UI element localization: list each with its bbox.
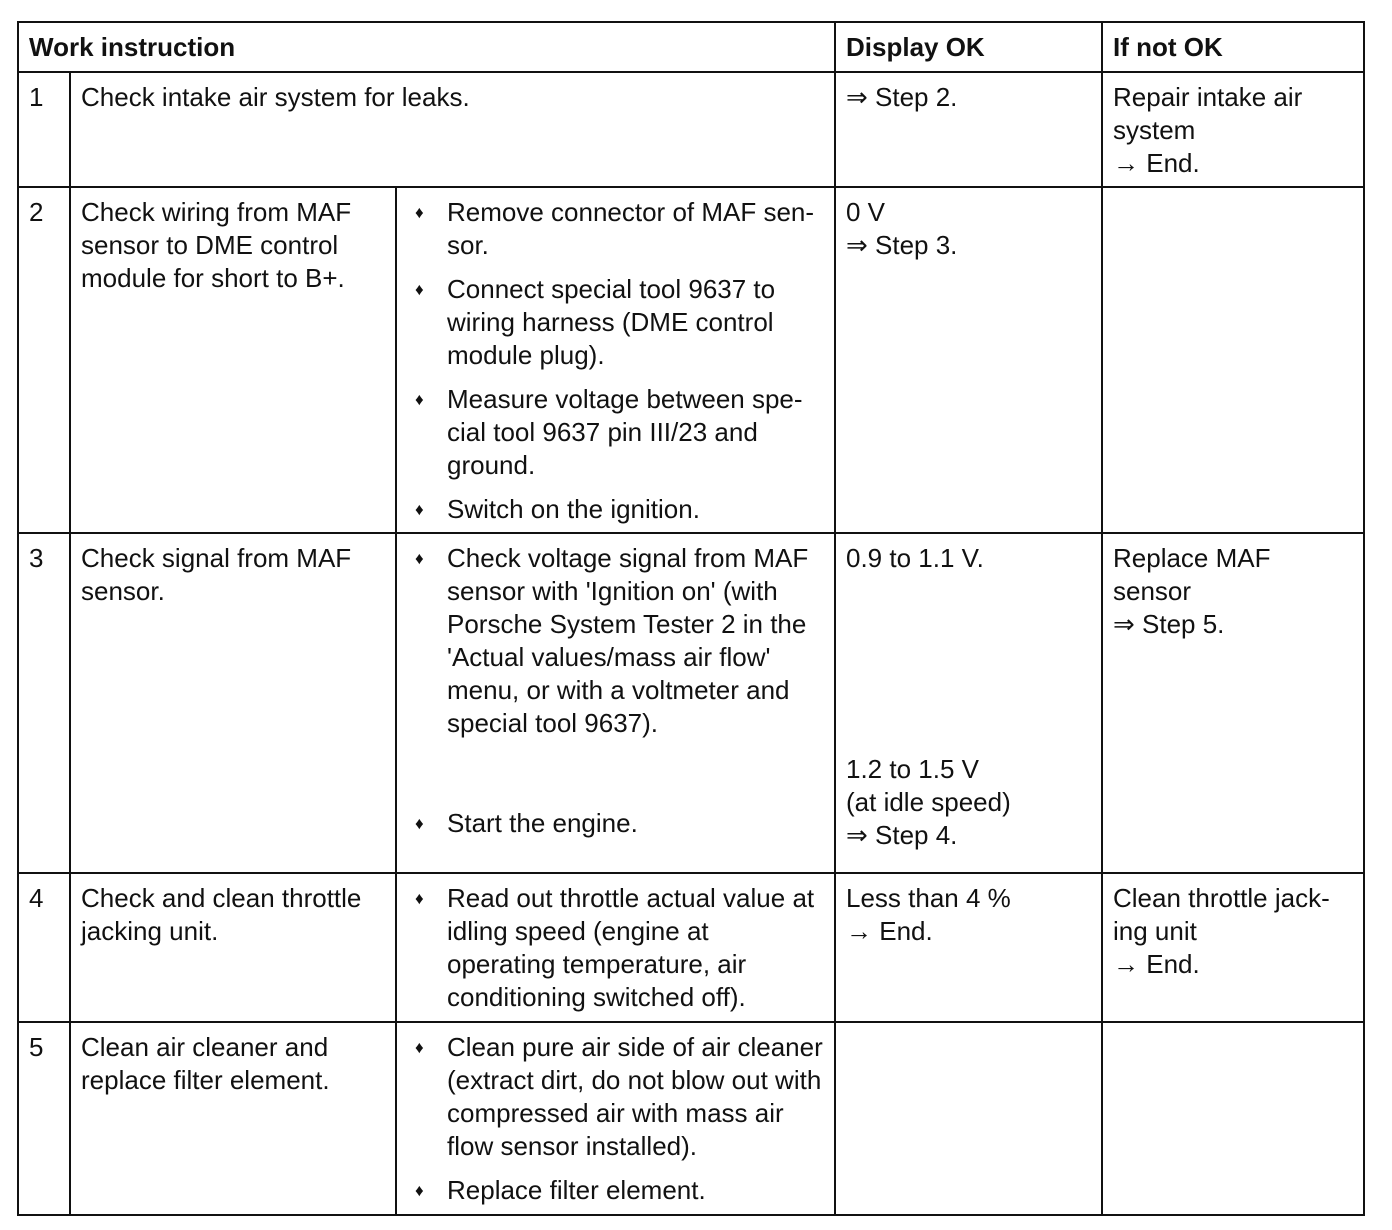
display-ok-cell	[835, 187, 1102, 533]
table-row	[18, 72, 1364, 187]
diamond-bullet-icon: ♦	[415, 390, 424, 409]
procedure-cell	[396, 533, 835, 873]
procedure-step-text: Start the engine.	[447, 808, 638, 838]
procedure-step-text: Replace filter element.	[447, 1175, 706, 1205]
cell-line: ⇒ Step 2.	[846, 82, 958, 112]
step-number: 4	[18, 873, 70, 1022]
procedure-step-text: Clean pure air side of air cleaner (extract dirt, do not blow out with compressed air with mass air flow sensor installed).	[447, 1032, 823, 1161]
display-ok-cell	[835, 72, 1102, 187]
display-ok-cell	[835, 1022, 1102, 1215]
header-work-instruction: Work instruction	[18, 22, 835, 72]
procedure-step	[407, 542, 824, 740]
cell-line: 0.9 to 1.1 V.	[846, 543, 984, 573]
procedure-step-text: Check voltage signal from MAF sensor with 'Ignition on' (with Porsche System Tester 2 in the 'Actual values/mass air flow' menu, or with a voltmeter and special tool 9637).	[447, 543, 809, 738]
step-number: 5	[18, 1022, 70, 1215]
cell-line: 1.2 to 1.5 V	[846, 754, 979, 784]
procedure-step	[407, 383, 824, 482]
procedure-step-text: Switch on the ignition.	[447, 494, 700, 524]
diamond-bullet-icon: ♦	[415, 1181, 424, 1200]
display-ok-value	[846, 542, 1091, 575]
procedure-list	[407, 1031, 824, 1207]
if-not-ok-cell	[1102, 873, 1364, 1022]
cell-line: → End.	[1113, 148, 1200, 178]
cell-line: Less than 4 %	[846, 883, 1011, 913]
procedure-step-text: Measure voltage between special tool 9637 pin III/23 and ground.	[447, 384, 803, 480]
work-instruction-table	[17, 21, 1365, 1216]
cell-line: (at idle speed)	[846, 787, 1011, 817]
cell-line: system	[1113, 115, 1196, 145]
diamond-bullet-icon: ♦	[415, 814, 424, 833]
diamond-bullet-icon: ♦	[415, 1038, 424, 1057]
table-row	[18, 187, 1364, 533]
display-ok-cell	[835, 873, 1102, 1022]
cell-line: → End.	[846, 916, 933, 946]
procedure-step-text: Read out throttle actual value at idling speed (engine at operating temperature, air conditioning switched off).	[447, 883, 815, 1012]
instruction-text: Clean air cleaner and replace filter element.	[70, 1022, 396, 1215]
header-display-ok: Display OK	[835, 22, 1102, 72]
procedure-step	[407, 807, 824, 840]
diamond-bullet-icon: ♦	[415, 889, 424, 908]
cell-line: → End.	[1113, 949, 1200, 979]
display-ok-value-idle	[846, 753, 1091, 852]
cell-line: ⇒ Step 3.	[846, 230, 958, 260]
procedure-list	[407, 882, 824, 1014]
cell-line: Replace MAF sensor	[1113, 543, 1271, 606]
cell-line: Repair intake air	[1113, 82, 1303, 112]
table-row	[18, 1022, 1364, 1215]
procedure-step-text: Connect special tool 9637 to wiring harness (DME control module plug).	[447, 274, 776, 370]
procedure-step	[407, 1174, 824, 1207]
diamond-bullet-icon: ♦	[415, 280, 424, 299]
procedure-cell	[396, 187, 835, 533]
if-not-ok-cell	[1102, 1022, 1364, 1215]
cell-line: 0 V	[846, 197, 886, 227]
display-ok-cell	[835, 533, 1102, 873]
step-number: 3	[18, 533, 70, 873]
step-spacer	[407, 751, 824, 796]
diamond-bullet-icon: ♦	[415, 500, 424, 519]
header-row	[18, 22, 1364, 72]
cell-line: ⇒ Step 5.	[1113, 609, 1225, 639]
procedure-list	[407, 542, 824, 840]
cell-line: Clean throttle jack-	[1113, 883, 1330, 913]
instruction-text: Check and clean throttle jacking unit.	[70, 873, 396, 1022]
procedure-step	[407, 882, 824, 1014]
table-row	[18, 873, 1364, 1022]
instruction-text: Check wiring from MAF sensor to DME control module for short to B+.	[70, 187, 396, 533]
diamond-bullet-icon: ♦	[415, 549, 424, 568]
instruction-text: Check signal from MAF sensor.	[70, 533, 396, 873]
procedure-cell	[396, 873, 835, 1022]
procedure-step	[407, 493, 824, 526]
cell-line: ⇒ Step 4.	[846, 820, 958, 850]
if-not-ok-cell	[1102, 72, 1364, 187]
if-not-ok-cell	[1102, 533, 1364, 873]
procedure-step-text: Remove connector of MAF sensor.	[447, 197, 815, 260]
step-number: 1	[18, 72, 70, 187]
procedure-step	[407, 1031, 824, 1163]
procedure-cell	[396, 1022, 835, 1215]
step-number: 2	[18, 187, 70, 533]
procedure-step	[407, 196, 824, 262]
cell-line: ing unit	[1113, 916, 1197, 946]
if-not-ok-cell	[1102, 187, 1364, 533]
diamond-bullet-icon: ♦	[415, 203, 424, 222]
instruction-text: Check intake air system for leaks.	[70, 72, 835, 187]
procedure-list	[407, 196, 824, 526]
header-if-not-ok: If not OK	[1102, 22, 1364, 72]
table-row	[18, 533, 1364, 873]
procedure-step	[407, 273, 824, 372]
spacer	[846, 575, 1091, 753]
